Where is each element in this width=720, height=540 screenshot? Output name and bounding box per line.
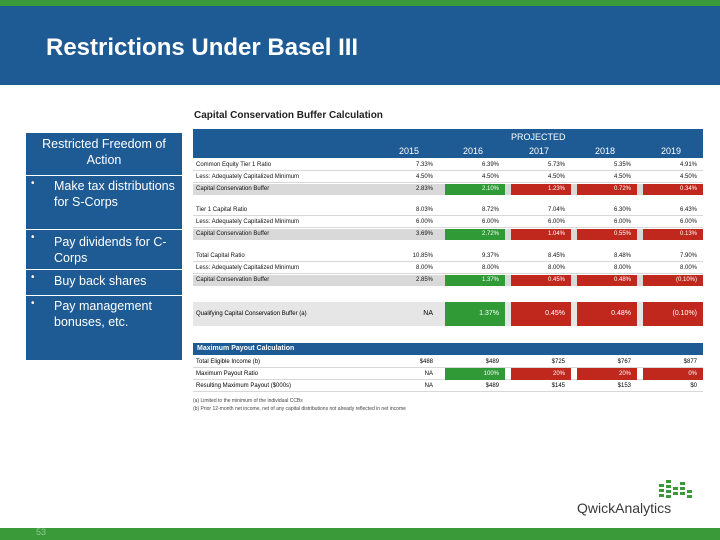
cell-value: 4.50% [547, 174, 565, 180]
table-cell [577, 217, 637, 228]
cell-value: NA [424, 383, 433, 389]
table-cell [379, 229, 439, 240]
table-cell [445, 368, 505, 380]
logo-text: QwickAnalytics [577, 500, 672, 516]
table-cell [445, 356, 505, 368]
cell-value: 10.85% [412, 253, 433, 259]
cell-value: 0.45% [545, 310, 565, 317]
cell-value: 1.23% [547, 186, 565, 192]
payout-row [193, 380, 703, 392]
table-cell [445, 205, 505, 216]
table-cell [643, 263, 703, 274]
cell-value: 2.83% [415, 186, 433, 192]
row-label: Capital Conservation Buffer [196, 231, 270, 237]
list-item [26, 175, 182, 227]
cell-value: $767 [617, 359, 631, 365]
table-cell [379, 217, 439, 228]
cell-value: $877 [683, 359, 697, 365]
cell-value: 7.90% [679, 253, 697, 259]
table-cell [511, 217, 571, 228]
cell-value: 6.00% [679, 219, 697, 225]
cell-value: (0.10%) [672, 310, 697, 317]
cell-value: 4.50% [613, 174, 631, 180]
table-cell [577, 184, 637, 195]
table-cell [511, 172, 571, 183]
list-item-text: Make tax distributions for S-Corps [54, 179, 175, 209]
table-cell [511, 160, 571, 171]
table-cell [445, 229, 505, 240]
table-cell [643, 368, 703, 380]
table-cell [511, 251, 571, 262]
table-cell [643, 184, 703, 195]
list-item-text: Pay management bonuses, etc. [54, 299, 152, 329]
table-cell [577, 251, 637, 262]
bullet-icon: • [31, 178, 35, 189]
cell-value: 8.00% [547, 265, 565, 271]
table-row [193, 217, 703, 228]
table-row [193, 205, 703, 216]
cell-value: $153 [617, 383, 631, 389]
bottom-accent-band [0, 528, 720, 540]
row-label: Capital Conservation Buffer [196, 277, 270, 283]
table-cell [379, 184, 439, 195]
cell-value: 8.00% [415, 265, 433, 271]
table-row [193, 229, 703, 240]
cell-value: 3.69% [415, 231, 433, 237]
table-cell [445, 263, 505, 274]
cell-value: $145 [551, 383, 565, 389]
table-cell [643, 217, 703, 228]
row-label: Resulting Maximum Payout ($000s) [196, 383, 292, 389]
row-label: Tier 1 Capital Ratio [196, 207, 248, 213]
cell-value: 8.48% [613, 253, 631, 259]
cell-value: 5.35% [613, 162, 631, 168]
list-item-text: Buy back shares [54, 274, 147, 288]
list-item [26, 295, 182, 335]
qualifying-label: Qualifying Capital Conservation Buffer (a) [196, 311, 307, 317]
table-cell [643, 251, 703, 262]
cell-value: 0.72% [613, 186, 631, 192]
row-label: Less: Adequately Capitalized Minimum [196, 265, 300, 271]
cell-value: 8.45% [547, 253, 565, 259]
table-cell [379, 263, 439, 274]
table-cell [445, 160, 505, 171]
payout-title: Maximum Payout Calculation [197, 345, 295, 352]
table-cell [445, 251, 505, 262]
table-cell [577, 368, 637, 380]
cell-value: 0.45% [547, 277, 565, 283]
table-title: Capital Conservation Buffer Calculation [194, 110, 383, 121]
cell-value: 20% [618, 371, 631, 377]
table-cell [643, 229, 703, 240]
table-cell [511, 263, 571, 274]
table-cell [445, 302, 505, 326]
table-row [193, 263, 703, 274]
table-cell [643, 172, 703, 183]
year-header: 2019 [660, 146, 682, 156]
cell-value: 20% [552, 371, 565, 377]
cell-value: 9.37% [481, 253, 499, 259]
cell-value: $725 [551, 359, 565, 365]
page-title: Restrictions Under Basel III [46, 34, 359, 61]
cell-value: NA [423, 310, 433, 317]
side-panel-title: Restricted Freedom of Action [42, 137, 166, 167]
table-cell [379, 251, 439, 262]
table-row [193, 172, 703, 183]
cell-value: 7.04% [547, 207, 565, 213]
row-label: Capital Conservation Buffer [196, 186, 270, 192]
row-label: Total Eligible Income (b) [196, 359, 261, 365]
side-panel [26, 133, 182, 360]
payout-header [193, 343, 703, 355]
cell-value: 2.10% [481, 186, 499, 192]
cell-value: 8.00% [481, 265, 499, 271]
footnote: (b) Prior 12-month net income, net of any capital distributions not already reflected in net income [193, 406, 406, 412]
table-cell [379, 172, 439, 183]
table-cell [511, 356, 571, 368]
table-row [193, 160, 703, 171]
page-number: 53 [36, 527, 47, 537]
table-cell [511, 275, 571, 286]
qualifying-buffer-row [193, 302, 703, 326]
year-header: 2015 [398, 146, 420, 156]
table-cell [445, 275, 505, 286]
table-cell [577, 356, 637, 368]
cell-value: 0.48% [613, 277, 631, 283]
table-cell [379, 275, 439, 286]
cell-value: 1.04% [547, 231, 565, 237]
cell-value: 6.39% [481, 162, 499, 168]
cell-value: 2.72% [481, 231, 499, 237]
table-row [193, 251, 703, 262]
table-cell [445, 380, 505, 392]
table-header [193, 129, 703, 158]
table-cell [577, 263, 637, 274]
table-cell [511, 380, 571, 392]
cell-value: $489 [485, 383, 499, 389]
table-cell [643, 302, 703, 326]
cell-value: 8.03% [415, 207, 433, 213]
table-cell [511, 205, 571, 216]
year-header: 2016 [462, 146, 484, 156]
table-cell [379, 380, 439, 392]
table-cell [445, 184, 505, 195]
cell-value: 7.33% [415, 162, 433, 168]
table-cell [511, 229, 571, 240]
row-label: Maximum Payout Ratio [196, 371, 259, 377]
table-cell [577, 302, 637, 326]
table-cell [577, 275, 637, 286]
cell-value: 0.48% [611, 310, 631, 317]
header-banner [0, 6, 720, 85]
table-cell [379, 356, 439, 368]
table-cell [379, 205, 439, 216]
table-cell [643, 356, 703, 368]
cell-value: 2.85% [415, 277, 433, 283]
cell-value: 6.30% [613, 207, 631, 213]
table-cell [643, 205, 703, 216]
table-cell [445, 172, 505, 183]
list-item [26, 229, 182, 267]
bullet-icon: • [31, 232, 35, 243]
table-cell [577, 229, 637, 240]
cell-value: $488 [419, 359, 433, 365]
cell-value: 0.55% [613, 231, 631, 237]
row-label: Less: Adequately Capitalized Minimum [196, 219, 300, 225]
cell-value: $0 [690, 383, 697, 389]
list-item-text: Pay dividends for C-Corps [54, 235, 167, 265]
year-header: 2017 [528, 146, 550, 156]
list-item [26, 269, 182, 295]
cell-value: 100% [483, 371, 499, 377]
cell-value: 8.00% [679, 265, 697, 271]
footnote: (a) Limited to the minimum of the individual CCBs [193, 398, 303, 404]
cell-value: 0.13% [679, 231, 697, 237]
payout-row [193, 368, 703, 380]
cell-value: 4.91% [679, 162, 697, 168]
table-cell [577, 160, 637, 171]
cell-value: 6.00% [547, 219, 565, 225]
table-cell [643, 160, 703, 171]
table-cell [511, 368, 571, 380]
cell-value: 6.00% [415, 219, 433, 225]
cell-value: 4.50% [415, 174, 433, 180]
table-cell [643, 275, 703, 286]
cell-value: 0% [688, 371, 697, 377]
table-cell [379, 368, 439, 380]
table-cell [577, 172, 637, 183]
table-cell [445, 217, 505, 228]
cell-value: NA [424, 371, 433, 377]
payout-row [193, 356, 703, 368]
table-cell [379, 302, 439, 326]
cell-value: 0.34% [679, 186, 697, 192]
row-label: Total Capital Ratio [196, 253, 245, 259]
projected-label: PROJECTED [511, 132, 566, 142]
cell-value: 8.72% [481, 207, 499, 213]
table-cell [643, 380, 703, 392]
cell-value: 4.50% [481, 174, 499, 180]
cell-value: (0.10%) [675, 277, 697, 283]
cell-value: 6.00% [613, 219, 631, 225]
cell-value: 1.37% [481, 277, 499, 283]
table-row [193, 275, 703, 286]
table-cell [511, 184, 571, 195]
cell-value: 4.50% [679, 174, 697, 180]
bullet-icon: • [31, 298, 35, 309]
year-header: 2018 [594, 146, 616, 156]
row-label: Less: Adequately Capitalized Minimum [196, 174, 300, 180]
table-row [193, 184, 703, 195]
row-label: Common Equity Tier 1 Ratio [196, 162, 272, 168]
cell-value: 6.00% [481, 219, 499, 225]
cell-value: 6.43% [679, 207, 697, 213]
cell-value: 5.73% [547, 162, 565, 168]
cell-value: 8.00% [613, 265, 631, 271]
cell-value: 1.37% [479, 310, 499, 317]
table-cell [511, 302, 571, 326]
bullet-icon: • [31, 272, 35, 283]
table-cell [577, 205, 637, 216]
table-cell [379, 160, 439, 171]
cell-value: $489 [485, 359, 499, 365]
table-cell [577, 380, 637, 392]
